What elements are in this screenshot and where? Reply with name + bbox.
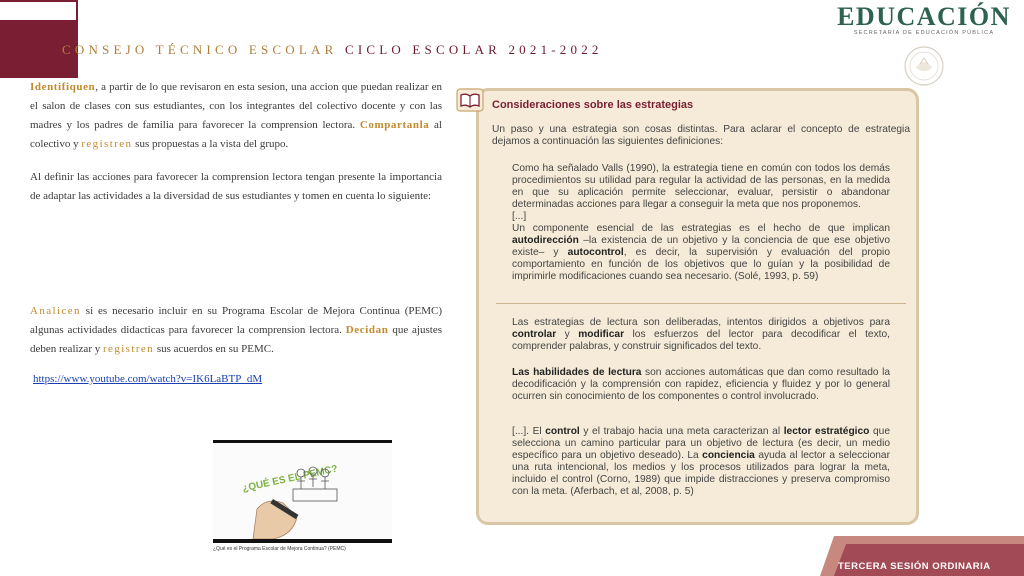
video-title-overlay: ¿QUÉ ES EL PEMC? [241, 463, 339, 495]
title-council: CONSEJO TÉCNICO ESCOLAR [62, 42, 345, 57]
instruction-paragraph-define: Al definir las acciones para favorecer la comprension lectora tengan presente la importancia de adaptar las actividades a la diversidad de sus estudiantes y tomen en cuenta lo siguiente: [30, 171, 442, 202]
keyword-analicen: Analicen [30, 305, 81, 317]
quote-reading-strategies [512, 317, 890, 353]
keyword-decidan: Decidan [345, 324, 389, 336]
q4-text-b: y el trabajo hacia una meta caracterizan al [579, 426, 784, 437]
keyword-habilidades: Las habilidades de lectura [512, 367, 642, 378]
keyword-control: control [545, 426, 580, 437]
q4-text-d: ayuda al lector a seleccionar una ruta intencional, los medios y los procesos utilizados para lograr la meta, incluido el control (Corno, 1989) que impide distracciones y preserva compromiso con la meta. (Aferbach, et al, 2008, p. 5) [512, 450, 890, 497]
quote-valls-sole [512, 163, 890, 283]
q1-text-b3: , es decir, la supervisión y evaluación del propio comportamiento en función de los objetivos que lo guían y la posibilidad de imprimirle modificaciones cuando sea necesario. (Solé, 1993, p. 59) [512, 247, 890, 282]
keyword-modificar: modificar [578, 329, 625, 340]
keyword-conciencia: conciencia [702, 450, 755, 461]
panel-intro: Un paso y una estrategia son cosas distintas. Para aclarar el concepto de estrategia dejamos a continuación las siguientes definiciones: [492, 124, 910, 147]
p3-text3: sus acuerdos en su PEMC. [154, 343, 274, 355]
national-seal-icon [896, 42, 952, 86]
panel-title: Consideraciones sobre las estrategias [492, 99, 694, 111]
q2-text-c: los esfuerzos del lector para decodificar el texto, comprender palabras, y construir significados del texto. [512, 329, 890, 352]
keyword-autodireccion: autodirección [512, 235, 579, 246]
q1-text-b2: –la existencia de un objetivo y la conciencia de que ese objetivo existe– y [512, 235, 890, 258]
session-label: TERCERA SESIÓN ORDINARIA [838, 561, 991, 572]
whiteboard-drawing-icon [213, 443, 392, 543]
q3-text-a: son acciones automáticas que dan como resultado la decodificación y la comprensión con rapidez, eficiencia y fluidez y por lo general ocurren sin conocimiento de los componentes o control involucrado. [512, 367, 891, 402]
youtube-link[interactable]: https://www.youtube.com/watch?v=IK6LaBTP_dM [33, 373, 263, 385]
video-frame[interactable] [213, 443, 392, 543]
panel-divider [496, 303, 906, 304]
q1-text-b1: Un componente esencial de las estrategias es el hecho de que implican [512, 223, 890, 234]
sep-logo [826, 2, 1022, 36]
p1-text1: , a partir de lo que revisaron en esta sesion, una accion que puedan realizar en el salon de clases con sus estudiantes, con los integrantes del colectivo docente y con las madres y los padres de familia para favorecer la comprension lectora. [30, 81, 442, 131]
keyword-registren-2: registren [102, 343, 155, 355]
logo-sub-text: SECRETARÍA DE EDUCACIÓN PÚBLICA [853, 30, 995, 36]
video-thumbnail[interactable] [213, 440, 392, 552]
keyword-registren: registren [81, 138, 133, 150]
keyword-compartanla: Compartanla [359, 119, 430, 131]
quote-strategic-reader [512, 426, 890, 498]
keyword-autocontrol: autocontrol [567, 247, 624, 258]
logo-main-text: EDUCACIÓN [837, 2, 1011, 31]
video-caption: ¿Qué es el Programa Escolar de Mejora Continua? (PEMC) [213, 546, 346, 552]
keyword-identifiquen: Identifiquen [30, 81, 96, 93]
keyword-controlar: controlar [512, 329, 557, 340]
q2-text-b: y [556, 329, 579, 340]
q1-ellipsis: [...] [512, 211, 527, 222]
q4-text-a: [...]. El [512, 426, 546, 437]
instruction-paragraph-identify [30, 78, 442, 154]
q4-text-c: que selecciona un camino particular para un objetivo de lectura (es decir, un medio específico para un objetivo deseado). La [512, 426, 890, 461]
quote-reading-skills [512, 367, 890, 403]
page-title [62, 42, 603, 58]
q2-text-a: Las estrategias de lectura son deliberadas, intentos dirigidos a objetivos para [512, 317, 890, 328]
p1-text2: al colectivo y [30, 119, 442, 150]
instruction-paragraph-analyze [30, 302, 442, 359]
p3-text2: que ajustes deben realizar y [30, 324, 442, 355]
p3-text1: si es necesario incluir en su Programa Escolar de Mejora Continua (PEMC) algunas actividades didacticas para favorecer la comprension lectora. [30, 305, 442, 336]
p1-text3: sus propuestas a la vista del grupo. [132, 138, 289, 150]
keyword-lector-estrategico: lector estratégico [783, 426, 870, 437]
book-icon [456, 88, 484, 112]
q1-text-a: Como ha señalado Valls (1990), la estrategia tiene en común con todos los demás procedimientos su utilidad para regular la actividad de las personas, en la medida en que su aplicación permite seleccionar, evaluar, persistir o abandonar determinadas acciones para llegar a conseguir la meta que nos proponemos. [512, 163, 890, 210]
title-cycle: CICLO ESCOLAR 2021-2022 [344, 42, 603, 57]
corner-outline [0, 0, 78, 22]
